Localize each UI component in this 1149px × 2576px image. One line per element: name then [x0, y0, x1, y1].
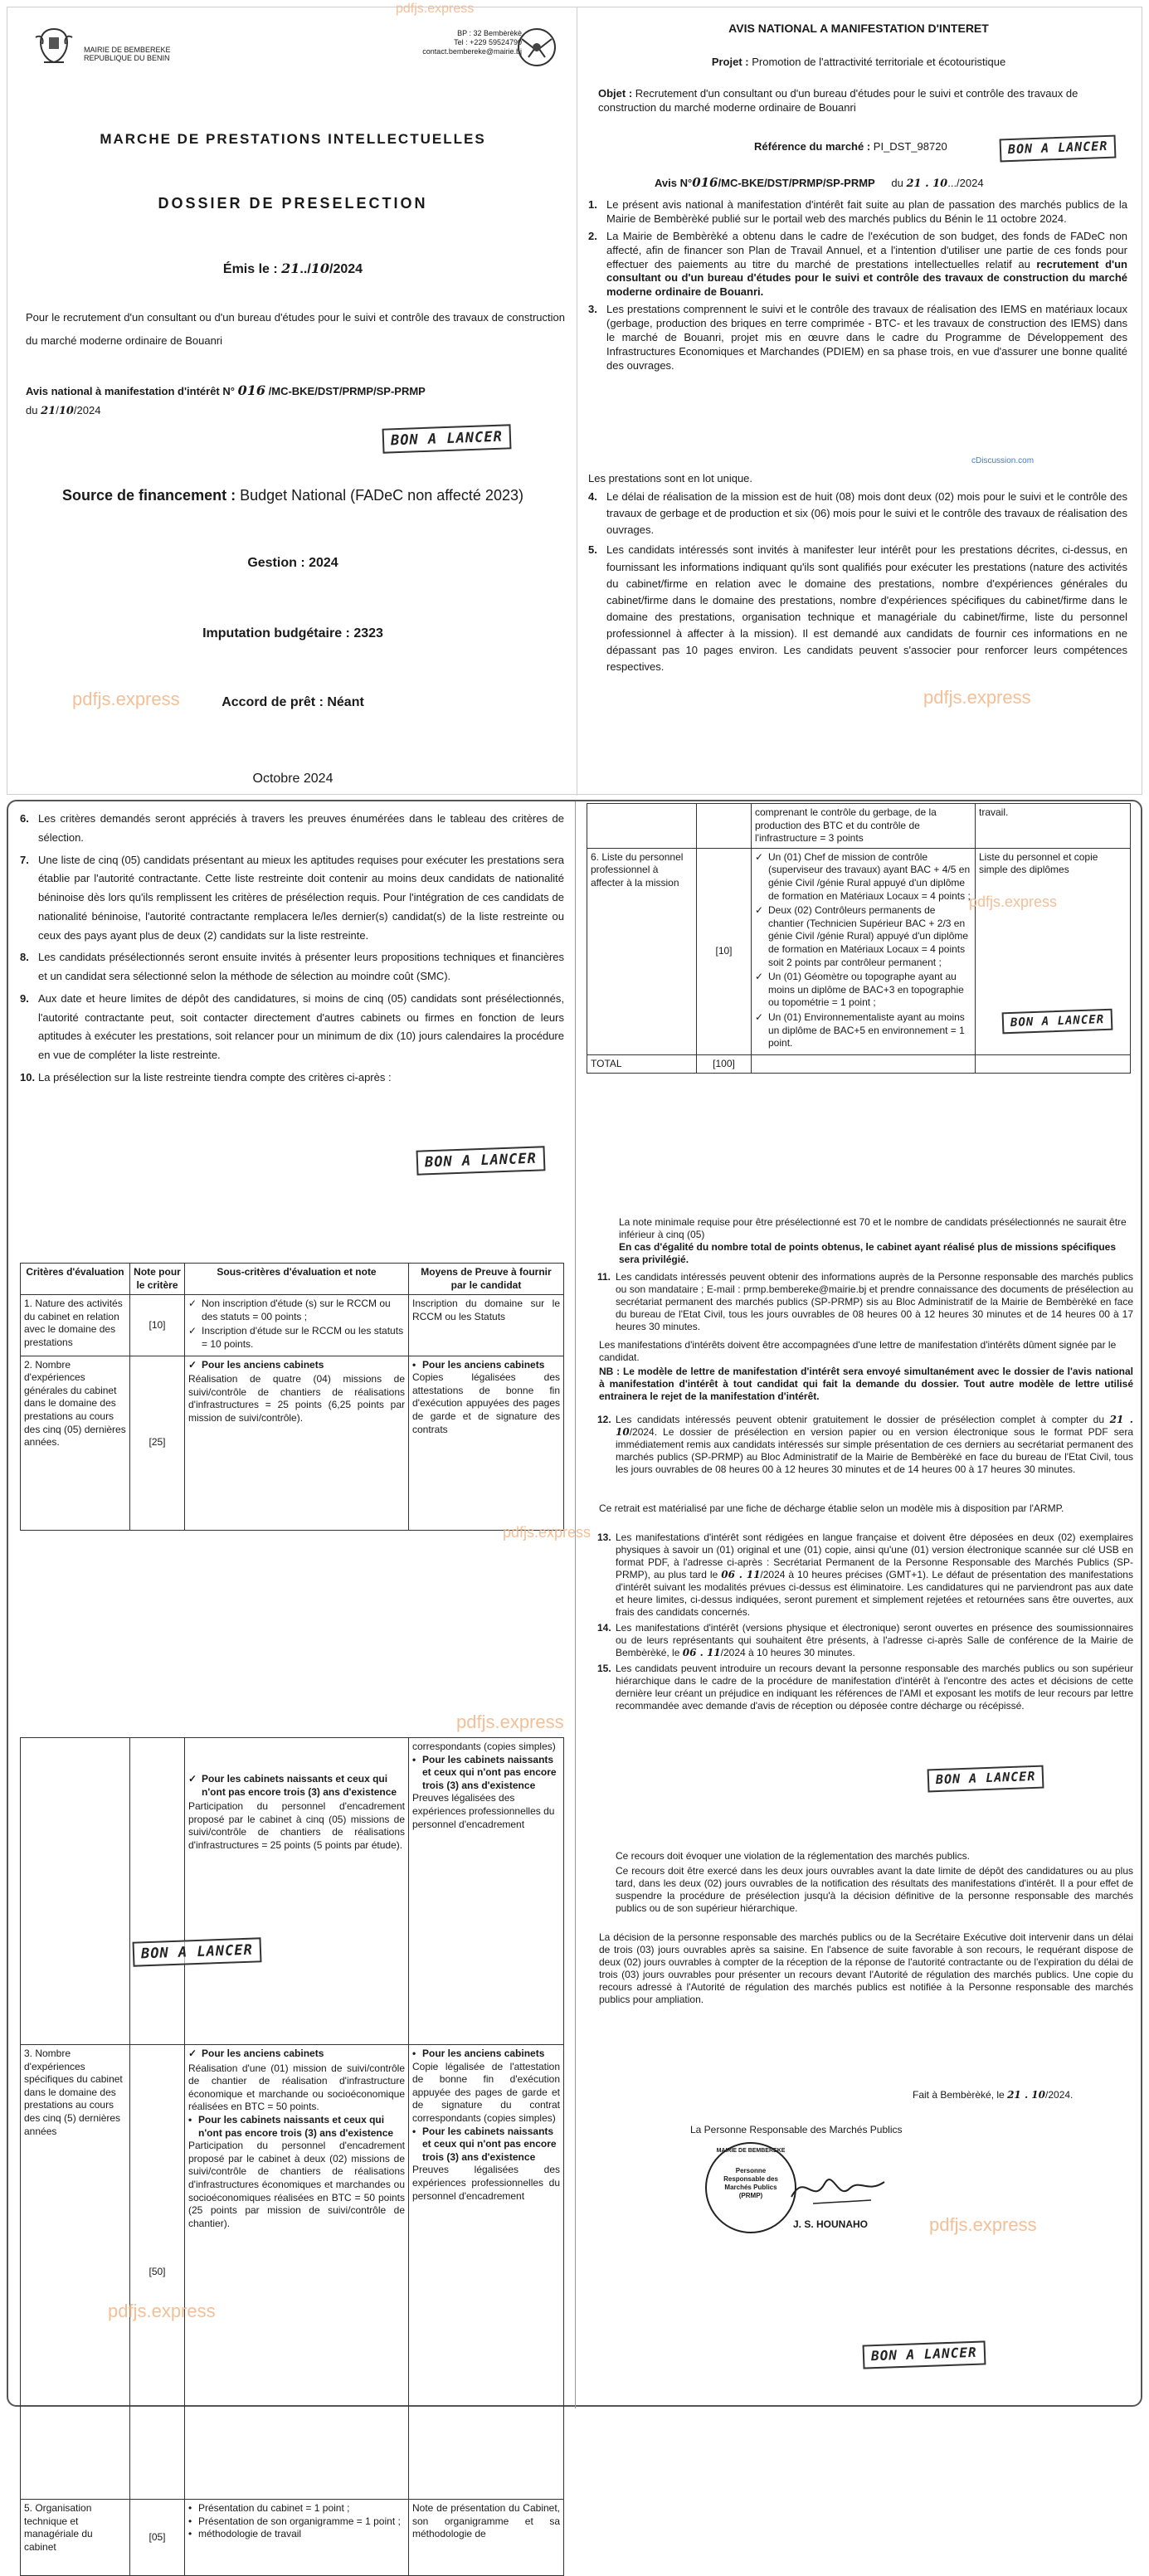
contact-tel: Tel : +229 59524790 [454, 38, 522, 46]
para-10: 10. La présélection sur la liste restreinte tiendra compte des critères ci-après : [20, 1070, 392, 1083]
right-paragraphs-13 [597, 1531, 1133, 1716]
avis-number-line [655, 175, 984, 192]
avis-paragraphs-2 [588, 489, 1127, 679]
gestion: Gestion : 2024 [247, 556, 338, 570]
signatory-name: J. S. HOUNAHO [793, 2218, 869, 2230]
th-moyens: Moyens de Preuve à fournir par le candidat [409, 1264, 564, 1295]
avis-lot-unique: Les prestations sont en lot unique. [588, 472, 753, 485]
watermark-table3: pdfjs.express [969, 894, 1058, 910]
bon-a-lancer-stamp-bottom: BON A LANCER [863, 2340, 986, 2369]
avis-no-ref: /MC-BKE/DST/PRMP/SP-PRMP [718, 177, 875, 189]
source-value: Budget National (FADeC non affecté 2023) [240, 487, 523, 504]
para-9: 9. Aux date et heure limites de dépôt des candidatures, si moins de cinq (05) candidats sont présélectionnés, l'autorité contractante peut, soit contacter directement d'autres cabinets ou firmes en fonction de leurs aptitudes à exécuter les prestations, soit relancer pour un minimum de dix (10) jours calendaires la procédure en vue de compléter la liste restreinte. [20, 991, 564, 1061]
para-12c: Ce retrait est matérialisé par une fiche de décharge établie selon un modèle mis à disposition par l'ARMP. [599, 1502, 1064, 1514]
table-row: 3. Nombre d'expériences spécifiques du cabinet dans le domaine des prestations au cours des cinq (5) dernières années [50] ✓ Pour les anciens cabinets Réalisation d'une (01) mission de suivi/contrôle de chantier de réalisation d'infrastructure économique et marchande ou socioéconomique réalisées en BTC = 50 points. • Pour les cabinets naissants et ceux qui n'ont pas encore trois (3) ans d'existence Participation du personnel d'encadrement proposé par le cabinet à deux (02) missions de suivi/contrôle de chantiers de réalisations d'infrastructures économiques et marchandes ou socioéconomiques réalisées en BTC = 50 points (25 points par mission de suivi/contrôle de chantier). • Pour les anciens cabinets Copie légalisée de l'attestation de bonne fin d'exécution appuyée des pages de garde et de signature du contrat correspondants (copies simples) • Pour les cabinets naissants et ceux qui n'ont pas encore trois (3) ans d'existence Preuves légalisées des expériences professionnelles du personnel d'encadrement [21, 2045, 564, 2500]
avis-projet [585, 56, 1132, 70]
para-15b: Ce recours doit évoquer une violation de la réglementation des marchés publics. [616, 1850, 970, 1862]
cover-date: Octobre 2024 [252, 772, 334, 786]
table-row: 6. Liste du personnel professionnel à affecter à la mission [10] ✓ Un (01) Chef de mission de contrôle (superviseur des travaux) ayant BAC + 4/5 en génie Civil /génie Rural appuyé d'un diplôme de formation en Matériaux Locaux = 4 points ; ✓ Deux (02) Contrôleurs permanents de chantier (Technicien Supérieur BAC + 2/3 en génie Civil /génie Rural) appuyé d'un diplôme de formation en Matériaux Locaux = 4 points soit 2 points par contrôleur permanent ; ✓ Un (01) Géomètre ou topographe ayant au moins un diplôme de BAC+3 en topographie ou topométrie = 1 point ; ✓ Un (01) Environnementaliste ayant au moins un diplôme de BAC+5 en environnement = 1 point. Liste du personnel et copie simple des diplômes [587, 848, 1131, 1054]
watermark-top: pdfjs.express [396, 2, 475, 16]
cover-purpose: Pour le recrutement d'un consultant ou d'un bureau d'études pour le suivi et contrôle des travaux de construction du marché moderne ordinaire de Bouanri [26, 311, 565, 347]
cover-du-line: du 21/10/2024 [26, 404, 101, 417]
bon-a-lancer-stamp-table3: BON A LANCER [1002, 1009, 1113, 1035]
nb-modele-lettre: NB : Le modèle de lettre de manifestation d'intérêt sera envoyé simultanément avec le dossier de l'avis national à manifestation d'intérêt à tout candidat qui fait la demande du dossier. Tout autre modèle de lettre utilisé entrainera le rejet de la manifestation d'intérêt. [599, 1366, 1133, 1402]
ref-value: PI_DST_98720 [873, 140, 947, 153]
avis-p1: 1. Le présent avis national à manifestation d'intérêt fait suite au plan de passation des marchés publics de la Mairie de Bembèrèké publié sur le portail web des marchés publics du Bénin le 11 octobre 2024. [588, 198, 1127, 225]
criteria-table-3 [587, 803, 1131, 1074]
para-11: 11. Les candidats intéressés peuvent obtenir des informations auprès de la Personne responsable des marchés publics ou son mandataire ; E-mail : prmp.bembereke@mairie.bj et prendre connaissance des documents de présélection au secrétariat permanent des marchés publics (SP-PRMP) sis au Bloc Administratif de la Mairie de Bembèrèké en face du bureau de l'Etat Civil, tous les jours ouvrables de 08 heures 00 à 12 heures 30 minutes et de 14 heures 00 à 17 heures 30 minutes. [597, 1271, 1133, 1332]
contact-bp: BP : 32 Bembèrèkè [457, 29, 522, 37]
para-15: 15. Les candidats peuvent introduire un recours devant la personne responsable des marchés publics ou son supérieur hiérarchique dans le cadre de la procédure de manifestation d'intérêt à l'encontre des actes et décisions de cette dernière leur créant un préjudice en indiquant les références de l'AMI et exposant les motifs de leur recours par lettre recommandée avec demande d'avis de réception ou déposée contre décharge ou récépissé. [597, 1663, 1133, 1712]
avis-p5: 5. Les candidats intéressés sont invités à manifester leur intérêt pour les prestations décrites, ci-dessus, en fournissant les informations indiquant qu'ils sont qualifiés pour exécuter les prestations (nature des activités du cabinet/firme en relation avec le domaine des prestations, nombre d'expériences générales du cabinet/firme dans le domaine des prestations, nombre d'expériences spécifiques du cabinet/firme dans le domaine des prestations, organisation technique et managériale du cabinet/firme, liste du personnel professionnel à affecter à la mission). Il est demandé aux candidats de fournir ces informations en ne dépassant pas 10 pages environ. Les candidats peuvent s'associer pour renforcer leurs compétences respectives. [588, 543, 1127, 674]
objet-value: Recrutement d'un consultant ou d'un bureau d'études pour le suivi et contrôle des travaux de construction du marché moderne ordinaire de Bouanri [598, 87, 1078, 114]
watermark-right-mid: pdfjs.express [503, 1524, 592, 1541]
fait-a-line: Fait à Bembèrèké, le 21 . 10/2024. [913, 2089, 1074, 2101]
cover-title-dossier: DOSSIER DE PRESELECTION [158, 195, 428, 212]
table-row: TOTAL [100] [587, 1054, 1131, 1074]
para-13: 13. Les manifestations d'intérêt sont rédigées en langue française et doivent être déposées en deux (02) exemplaires physiques à savoir un (01) original et une (01) copie, ainsi qu'une (01) version électronique scannée sur clé USB en format PDF, à l'adresse ci-après : Secrétariat Permanent de la Personne Responsable des Marchés Publics (SP-PRMP), au plus tard le 06 . 11/2024 à 10 heures précises (GMT+1). Le défaut de présentation des manifestations d'intérêt suivant les modalités prévues ci-dessus est éliminatoire. Les candidatures qui ne parviendront pas aux date et heure limites, ci-dessus indiquées, seront purement et simplement rejetées et retournées sans être ouvertes, aux frais des candidats concernés. [597, 1531, 1133, 1618]
para-14: 14. Les manifestations d'intérêt (versions physique et électronique) seront ouvertes en présence des soumissionnaires ou de leurs représentants qui souhaitent être présents, à l'adresse ci-après Salle de conférence de la Mairie de Bembèrèké, le 06 . 11/2024 à 10 heures 30 minutes. [597, 1622, 1133, 1658]
seal-text: Personne Responsable des Marchés Publics (PRMP) [723, 2167, 778, 2199]
commune-logo-icon [514, 24, 560, 71]
watermark-cdiscussion: cDiscussion.com [971, 456, 1035, 465]
objet-label: Objet : [598, 87, 635, 100]
bon-a-lancer-stamp-p9: BON A LANCER [416, 1146, 546, 1175]
avis-du-year: .../2024 [947, 177, 984, 189]
avis-no-label: Avis N° [655, 177, 693, 189]
cover-avis-label: Avis national à manifestation d'intérêt N° [26, 385, 235, 397]
ref-label: Référence du marché : [754, 140, 874, 153]
avis-du-hand: 21 . 10 [906, 178, 948, 190]
cover-du-year: /2024 [73, 404, 101, 416]
avis-p3: 3. Les prestations comprennent le suivi et le contrôle des travaux de réalisation des IEMS en matériaux locaux (gerbage, production des briques en terre comprimée - BTC- et les travaux de construction des IEMS) dans le marché de Bouanri, projet mis en œuvre dans le cadre du Programme de Développement des Infrastructures Economiques et Marchandes (PDIEM) en sa phase trois, en vue d'assurer une bonne qualité des ouvrages. [588, 303, 1127, 372]
watermark-table2-top: pdfjs.express [456, 1712, 564, 1732]
projet-value: Promotion de l'attractivité territoriale et écotouristique [752, 56, 1006, 68]
avis-reference [754, 140, 947, 154]
cover-avis-ref: /MC-BKE/DST/PRMP/SP-PRMP [268, 385, 426, 397]
bon-a-lancer-stamp: BON A LANCER [382, 424, 512, 453]
right-paragraphs [597, 1271, 1133, 1337]
table-row: 5. Organisation technique et managériale du cabinet [05] • Présentation du cabinet = 1 point ; • Présentation de son organigramme = 1 point ; • méthodologie de travail Note de présentation du Cabinet, son organigramme et sa méthodologie de [21, 2500, 564, 2576]
criteria-paragraphs [20, 810, 564, 1091]
signatory-title: La Personne Responsable des Marchés Publics [690, 2124, 903, 2135]
th-note: Note pour le critère [130, 1264, 185, 1295]
projet-label: Projet : [711, 56, 752, 68]
avis-p4: 4. Le délai de réalisation de la mission est de huit (08) mois dont deux (02) mois pour le suivi et le contrôle des travaux de gerbage et de production et six (06) mois pour le suivi et le contrôle des travaux de réalisation des ouvrages. [588, 490, 1127, 537]
official-seal [705, 2142, 796, 2233]
para-6: 6. Les critères demandés seront appréciés à travers les preuves énumérées dans le tableau des critères de sélection. [20, 812, 564, 844]
para-7: 7. Une liste de cinq (05) candidats présentant au mieux les aptitudes requises pour exécuter les prestations sera établie par l'autorité contractante. Cette liste restreinte doit contenir au moins deux candidats de nationalité béninoise dès lors qu'ils remplissent les critères de présélection requis. Pour l'intégration de ces candidats de nationalité béninoise, l'autorité contractante remplacera le/les dernier(s) candidat(s) de la liste restreinte ou ceux des pays ayant plus de deux (2) candidats sur la liste restreinte. [20, 853, 564, 942]
criteria-table-2 [20, 1737, 564, 2576]
table-row: 2. Nombre d'expériences générales du cabinet dans le domaine des prestations au cours des cinq (05) dernières années. [25] ✓ Pour les anciens cabinets Réalisation de quatre (04) missions de suivi/contrôle de chantiers de réalisations d'infrastructures = 25 points (6,25 points par mission de suivi/contrôle). • Pour les anciens cabinets Copies légalisées des attestations de bonne fin d'exécution appuyées des pages de garde et de signature des contrats [21, 1356, 564, 1530]
cover-du-label: du [26, 404, 38, 416]
seal-ring-text: MAIRIE DE BEMBEREKE [716, 2148, 786, 2154]
emis-year: /2024 [329, 262, 363, 276]
imputation: Imputation budgétaire : 2323 [202, 626, 383, 640]
para-11b: Les manifestations d'intérêts doivent être accompagnées d'une lettre de manifestation d'intérêts dûment signée par le candidat. [599, 1339, 1117, 1363]
emis-hand-month: 10 [310, 261, 330, 276]
para-15c: Ce recours doit être exercé dans les deux jours ouvrables avant la date limite de dépôt des candidatures ou au plus tard, dans les deux (02) jours ouvrables de la notification des résultats des manifestations d'intérêt. Il a pour effet de suspendre la procédure de présélection jusqu'à la décision définitive de la personne responsable des marchés publics ou de son supérieur hiérarchique. [616, 1865, 1133, 1914]
avis-title: AVIS NATIONAL A MANIFESTATION D'INTERET [728, 22, 989, 35]
page2-divider [575, 801, 576, 2408]
right-paragraphs-12 [597, 1414, 1133, 1479]
para-16: La décision de la personne responsable des marchés publics ou de la Secrétaire Exécutive doit intervenir dans un délai de trois (03) jours ouvrables après sa saisine. En l'absence de suite favorable à son recours, le requérant dispose de deux (02) jours ouvrables à compter de la réception de la réponse de l'autorité contractante ou de l'expiration du délai de trois (03) jours ouvrables pour présenter un recours devant l'Autorité de régulation des marchés publics. Une copie du recours adressé à l'Autorité de régulation des marchés publics est notifiée à la Personne responsable des marchés publics pour ampliation. [599, 1931, 1133, 2005]
emis-hand-day: 21 [281, 261, 300, 276]
note-minimale: La note minimale requise pour être présélectionné est 70 et le nombre de candidats présélectionnés ne saurait être inférieur à cinq (05) [619, 1216, 1127, 1240]
avis-objet [598, 87, 1129, 115]
egalite-rule: En cas d'égalité du nombre total de points obtenus, le cabinet ayant réalisé plus de missions spécifiques sera privilégié. [619, 1241, 1117, 1265]
bon-a-lancer-stamp-p14: BON A LANCER [927, 1765, 1044, 1792]
accord-de-pret: Accord de prêt : Néant [222, 695, 364, 709]
table-row: comprenant le contrôle du gerbage, de la production des BTC et du contrôle de l'infrastructure = 3 points travail. [587, 804, 1131, 849]
cover-avis-number: 016 [237, 382, 265, 398]
mayor-name: MAIRIE DE BEMBEREKE [84, 46, 171, 54]
source-label: Source de financement : [62, 487, 241, 504]
avis-paragraphs [588, 198, 1127, 377]
cover-title-marche: MARCHE DE PRESTATIONS INTELLECTUELLES [100, 131, 486, 147]
table-row: ✓ Pour les cabinets naissants et ceux qui n'ont pas encore trois (3) ans d'existence Participation du personnel d'encadrement proposé par le cabinet à cinq (05) missions de suivi/contrôle de chantiers de réalisations d'infrastructures = 25 points (5 points par étude). correspondants (copies simples) • Pour les cabinets naissants et ceux qui n'ont pas encore trois (3) ans d'existence Preuves légalisées des expériences professionnelles du personnel d'encadrement [21, 1738, 564, 2045]
source-financement [19, 486, 567, 505]
watermark-table2-bottom: pdfjs.express [108, 2301, 216, 2321]
avis-p2: 2. La Mairie de Bembèrèké a obtenu dans le cadre de l'exécution de son budget, des fonds de FADeC non affecté, afin de financer son Plan de Travail Annuel, et a l'intention d'utiliser une partie de ces fonds pour effectuer des paiements au titre du marché de prestations intellectuelles relatif au recrutement d'un consultant ou d'un bureau d'études pour le suivi et contrôle des travaux de construction du marché moderne ordinaire de Bouanri. [588, 229, 1127, 299]
contact-email: contact.bembereke@mairie.bj [422, 47, 522, 56]
avis-du: du [891, 177, 903, 189]
bon-a-lancer-stamp-table2: BON A LANCER [133, 1937, 262, 1966]
cover-du-day: 21 [41, 405, 56, 417]
cover-du-month: 10 [58, 405, 74, 417]
watermark-left: pdfjs.express [72, 689, 180, 709]
country-name: REPUBLIQUE DU BENIN [84, 54, 170, 62]
emis-line: Émis le : 21../10/2024 [222, 261, 363, 276]
para-12: 12. Les candidats intéressés peuvent obtenir gratuitement le dossier de présélection complet à compter du 21 . 10/2024. Le dossier de présélection en version papier ou en version électronique sous le format PDF sera immédiatement remis aux candidats intéressés sur simple présentation de ces derniers au secrétariat permanent des marchés publics (SP-PRMP) au Bloc Administratif de la Mairie de Bembèrèké en face du bureau de l'Etat Civil, tous les jours ouvrables de 08 heures 00 à 12 heures 30 minutes et de 14 heures 00 à 17 heures 30 minutes. [597, 1414, 1133, 1475]
bon-a-lancer-stamp-avis: BON A LANCER [1000, 135, 1117, 162]
criteria-page [7, 800, 1142, 2553]
th-sous-criteres: Sous-critères d'évaluation et note [185, 1264, 409, 1295]
watermark-signature: pdfjs.express [929, 2214, 1037, 2235]
emis-label: Émis le : [222, 262, 282, 276]
para-8: 8. Les candidats présélectionnés seront ensuite invités à présenter leurs propositions techniques et financières et un candidat sera sélectionné selon la méthode de sélection au moindre coût (SMC). [20, 951, 564, 982]
watermark-right: pdfjs.express [923, 687, 1031, 708]
th-criteres: Critères d'évaluation [21, 1264, 130, 1295]
cover-page [7, 2, 1142, 795]
avis-no-hand: 016 [692, 175, 718, 190]
signature-icon [788, 2164, 888, 2213]
benin-coat-of-arms-icon [32, 26, 75, 66]
cover-avis-line [26, 382, 565, 400]
criteria-table-1 [20, 1263, 564, 1531]
table-row: 1. Nature des activités du cabinet en relation avec le domaine des prestations [10] ✓ Non inscription d'étude (s) sur le RCCM ou des statuts = 00 points ; ✓ Inscription d'étude sur le RCCM ou les statuts = 10 points. Inscription du domaine sur le RCCM ou les Statuts [21, 1295, 564, 1356]
